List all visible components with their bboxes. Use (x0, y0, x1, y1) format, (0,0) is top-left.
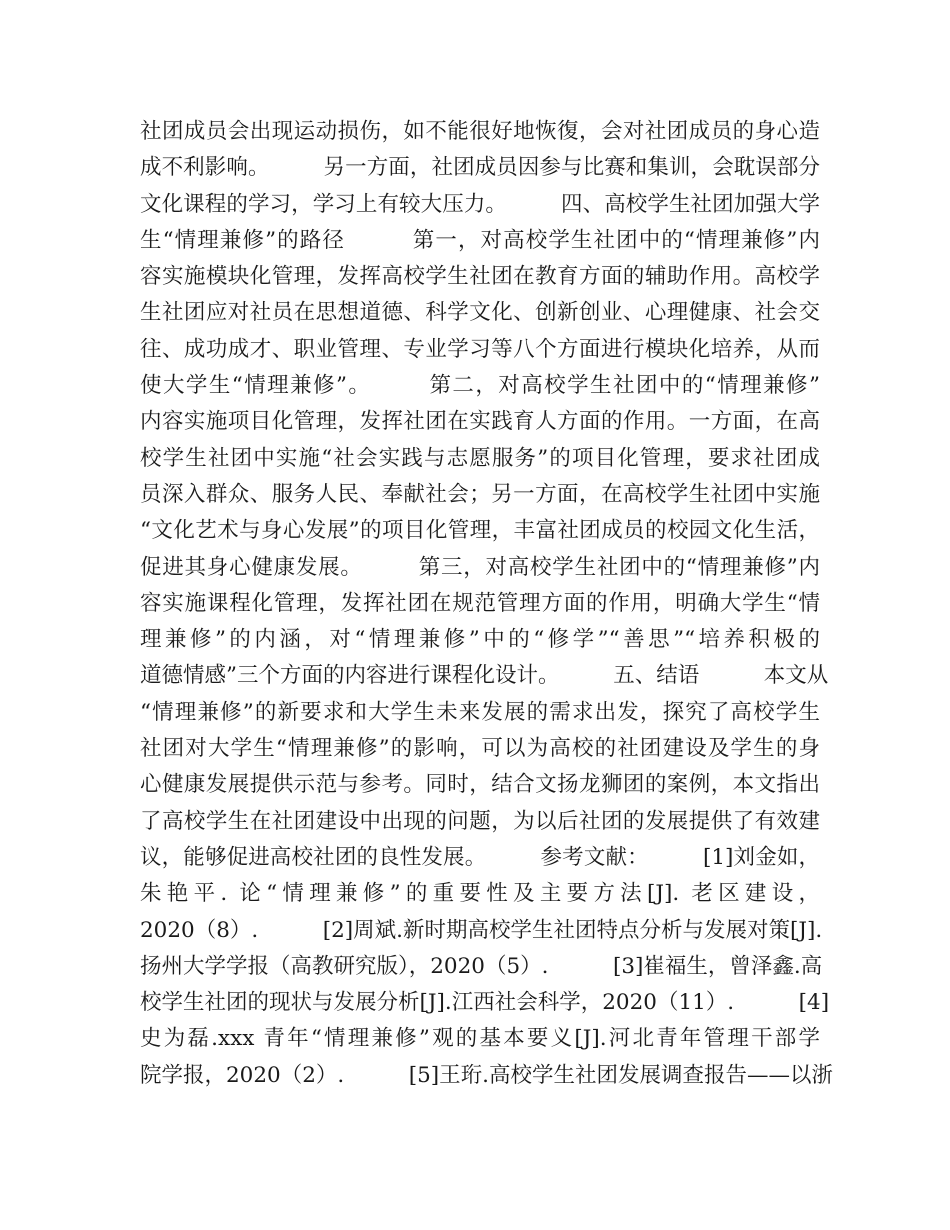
text-line: 文化课程的学习，学习上有较大压力。 四、高校学生社团加强大学 (140, 191, 820, 217)
text-line: 议，能够促进高校社团的良性发展。 参考文献： [1]刘金如， (140, 844, 820, 870)
text-line: 员深入群众、服务人民、奉献社会；另一方面，在高校学生社团中实施 (140, 481, 820, 507)
text-line: 使大学生“情理兼修”。 第二，对高校学生社团中的“情理兼修” (140, 373, 820, 399)
text-line: 院学报，2020（2）. [5]王珩.高校学生社团发展调查报告——以浙 (140, 1062, 834, 1088)
text-line: 成不利影响。 另一方面，社团成员因参与比赛和集训，会耽误部分 (140, 155, 820, 181)
text-line: 校学生社团的现状与发展分析[J].江西社会科学，2020（11）. [4] (140, 990, 830, 1016)
text-line: 理兼修”的内涵，对“情理兼修”中的“修学”“善思”“培养积极的 (140, 627, 820, 653)
text-line: 生社团应对社员在思想道德、科学文化、创新创业、心理健康、社会交 (140, 300, 820, 326)
text-line: 内容实施项目化管理，发挥社团在实践育人方面的作用。一方面，在高 (140, 409, 820, 435)
text-line: “情理兼修”的新要求和大学生未来发展的需求出发，探究了高校学生 (140, 699, 820, 725)
text-line: 社团成员会出现运动损伤，如不能很好地恢復，会对社团成员的身心造 (140, 119, 820, 144)
text-line: 2020（8）. [2]周斌.新时期高校学生社团特点分析与发展对策[J]. (140, 917, 823, 943)
text-line: 校学生社团中实施“社会实践与志愿服务”的项目化管理，要求社团成 (140, 445, 820, 471)
text-line: “文化艺术与身心发展”的项目化管理，丰富社团成员的校园文化生活， (140, 518, 820, 544)
text-line: 容实施模块化管理，发挥高校学生社团在教育方面的辅助作用。高校学 (140, 264, 820, 290)
text-line: 容实施课程化管理，发挥社团在规范管理方面的作用，明确大学生“情 (140, 590, 820, 616)
text-line: 史为磊.xxx 青年“情理兼修”观的基本要义[J].河北青年管理干部学 (140, 1026, 820, 1052)
body-text (140, 114, 834, 1094)
text-line: 了高校学生在社团建设中出现的问题，为以后社团的发展提供了有效建 (140, 808, 820, 834)
text-line: 心健康发展提供示范与参考。同时，结合文扬龙狮团的案例，本文指出 (140, 772, 820, 798)
text-line: 社团对大学生“情理兼修”的影响，可以为高校的社团建设及学生的身 (140, 736, 820, 762)
text-line: 扬州大学学报（高教研究版），2020（5）. [3]崔福生，曾泽鑫.高 (140, 953, 823, 979)
text-line: 朱艳平. 论“情理兼修”的重要性及主要方法[J]. 老区建设， (140, 881, 820, 907)
text-line: 促进其身心健康发展。 第三，对高校学生社团中的“情理兼修”内 (140, 554, 820, 580)
text-line: 道德情感”三个方面的内容进行课程化设计。 五、结语 本文从 (140, 663, 829, 689)
text-line: 往、成功成才、职业管理、专业学习等八个方面进行模块化培养，从而 (140, 336, 820, 362)
text-line: 生“情理兼修”的路径 第一，对高校学生社团中的“情理兼修”内 (140, 227, 820, 253)
